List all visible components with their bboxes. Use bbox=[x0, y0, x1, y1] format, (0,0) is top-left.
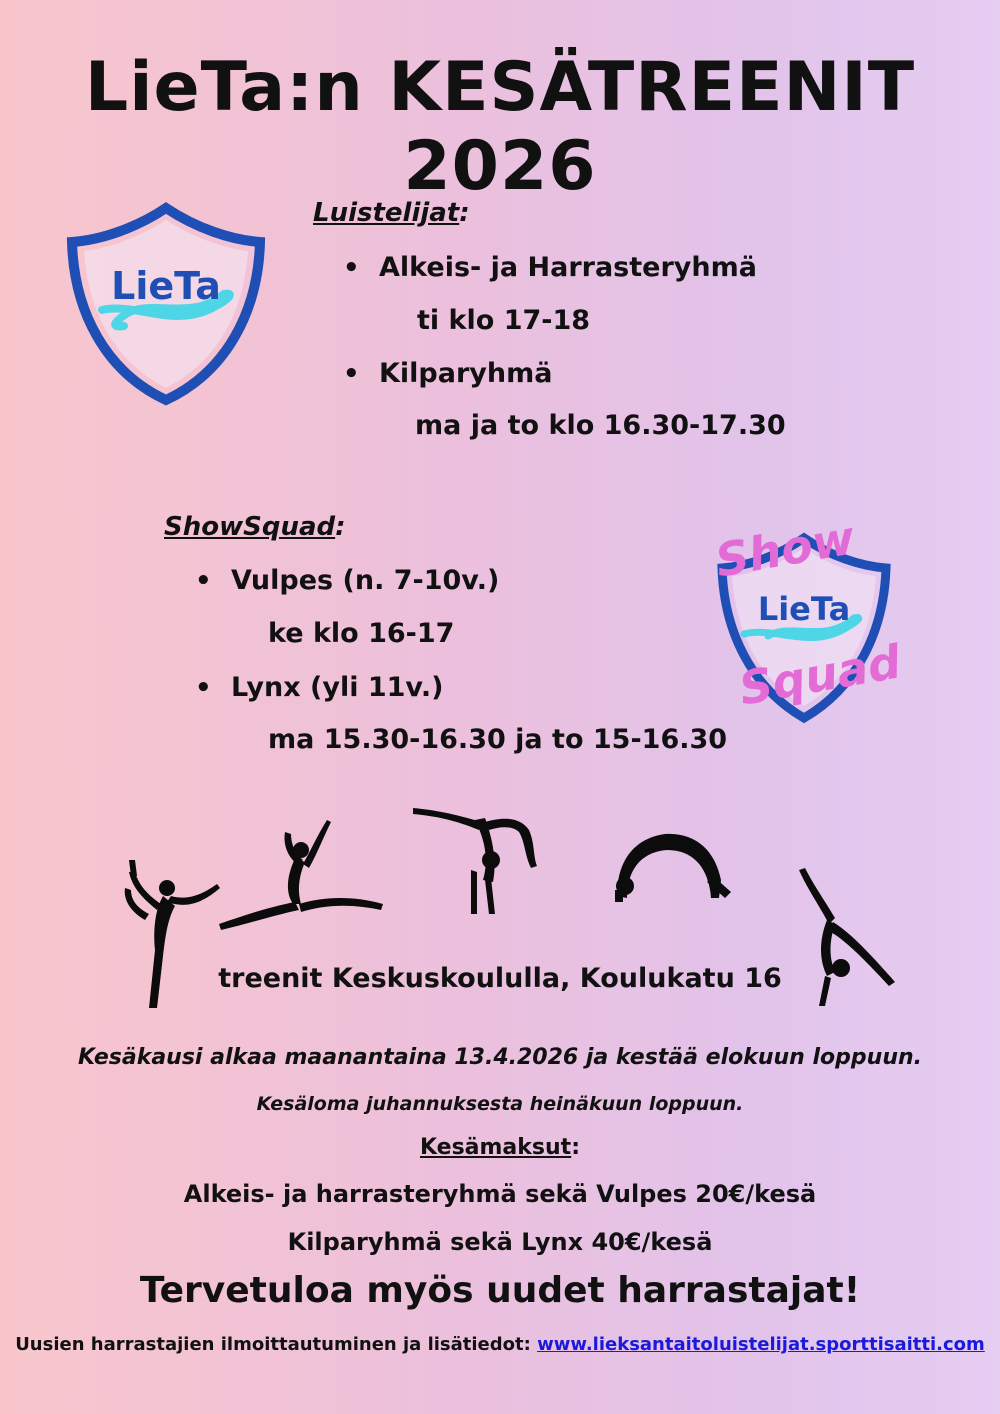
website-link[interactable]: www.lieksantaitoluistelijat.sporttisaitti.com bbox=[537, 1334, 985, 1355]
welcome-text: Tervetuloa myös uudet harrastajat! bbox=[139, 1270, 861, 1311]
gymnast-handstand-silhouette bbox=[413, 808, 537, 914]
luistelijat-group-2-name: • Kilparyhmä bbox=[343, 358, 552, 389]
luistelijat-heading: Luistelijat: bbox=[313, 198, 470, 228]
luistelijat-group-1-name: • Alkeis- ja Harrasteryhmä bbox=[343, 252, 757, 283]
lieta-logo bbox=[66, 202, 266, 407]
season-text: Kesäkausi alkaa maanantaina 13.4.2026 ja kestää elokuun loppuun. bbox=[77, 1045, 922, 1070]
holiday-text: Kesäloma juhannuksesta heinäkuun loppuun. bbox=[256, 1093, 744, 1115]
showsquad-heading: ShowSquad: bbox=[164, 512, 346, 542]
showsquad-group-1-name: • Vulpes (n. 7-10v.) bbox=[195, 565, 499, 596]
logo-squad-text: Squad bbox=[735, 634, 905, 716]
gymnast-bridge-silhouette bbox=[615, 834, 731, 902]
footer-text: Uusien harrastajien ilmoittautuminen ja lisätiedot: bbox=[15, 1334, 531, 1355]
footer bbox=[0, 1334, 1000, 1355]
showsquad-logo bbox=[700, 510, 915, 732]
location-text: treenit Keskuskoululla, Koulukatu 16 bbox=[218, 963, 782, 994]
luistelijat-group-2-time: ma ja to klo 16.30-17.30 bbox=[415, 410, 786, 441]
fee-item-1: Alkeis- ja harrasteryhmä sekä Vulpes 20€/kesä bbox=[183, 1180, 817, 1208]
logo-lieta-text: LieTa bbox=[757, 590, 851, 628]
logo-text: LieTa bbox=[111, 264, 221, 308]
page-title: LieTa:n KESÄTREENIT 2026 bbox=[84, 48, 916, 206]
luistelijat-group-1-time: ti klo 17-18 bbox=[417, 305, 591, 336]
showsquad-group-2-time: ma 15.30-16.30 ja to 15-16.30 bbox=[268, 724, 728, 755]
showsquad-group-1-time: ke klo 16-17 bbox=[268, 618, 455, 649]
fee-item-2: Kilparyhmä sekä Lynx 40€/kesä bbox=[287, 1228, 713, 1256]
gymnast-leap-silhouette bbox=[219, 820, 383, 930]
logo-show-text: Show bbox=[711, 510, 859, 588]
fees-heading: Kesämaksut: bbox=[419, 1135, 580, 1160]
showsquad-group-2-name: • Lynx (yli 11v.) bbox=[195, 672, 443, 703]
